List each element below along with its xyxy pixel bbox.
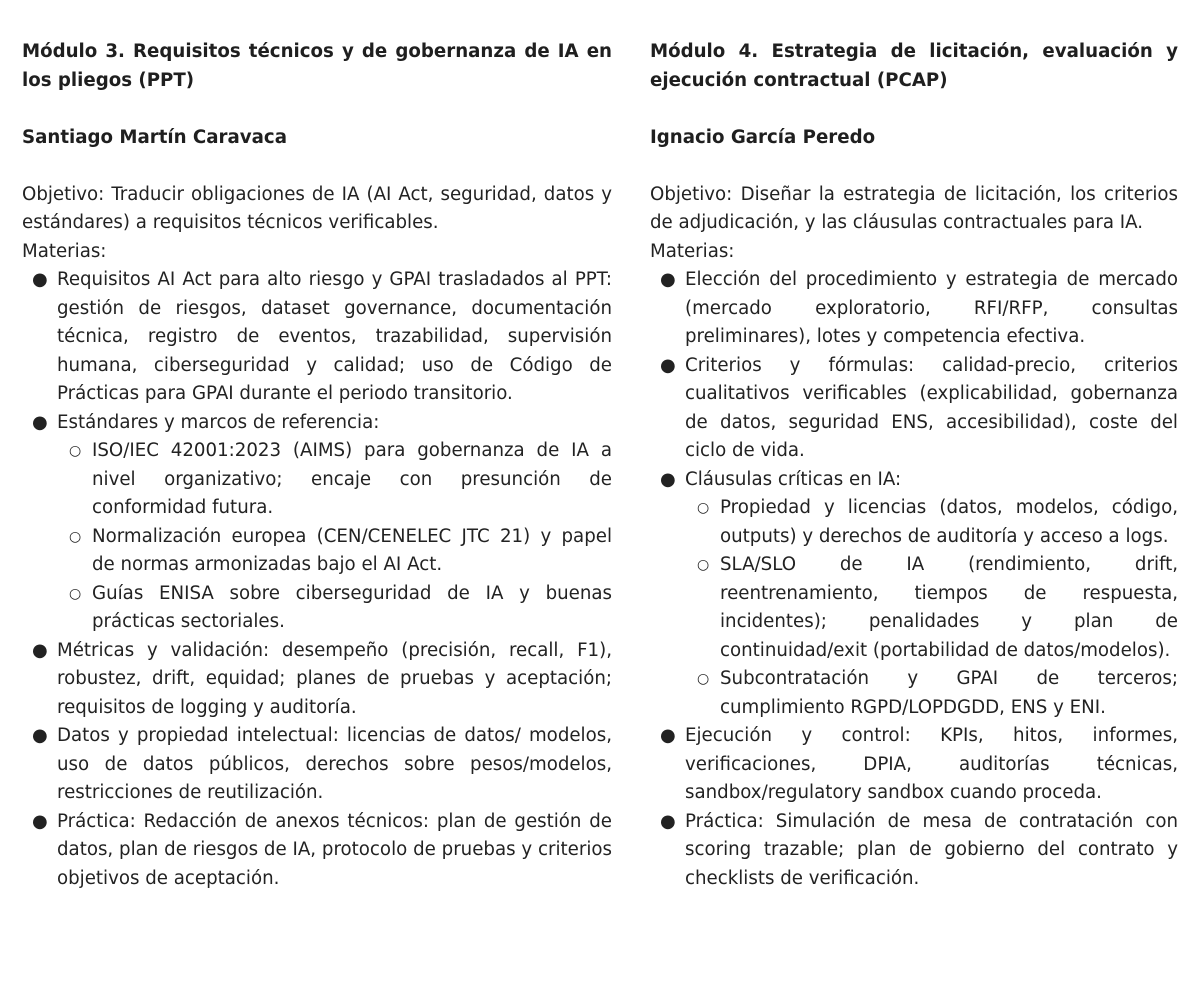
bullet-dot-icon: ● [32, 639, 48, 661]
list-item-text: Criterios y fórmulas: calidad-precio, criterios cualitativos verificables (explicabilidad, gobernanza de datos, seguridad ENS, accesibilidad), coste del ciclo de vida. [685, 354, 1178, 461]
bullet-circle-icon: ○ [697, 671, 710, 687]
bullet-dot-icon: ● [32, 411, 48, 433]
bullet-dot-icon: ● [660, 269, 676, 290]
sub-list-item [697, 665, 1178, 722]
bullet-circle-icon: ○ [69, 528, 82, 545]
bullet-dot-icon: ● [660, 354, 676, 376]
module-3-author: Santiago Martín Caravaca [22, 126, 287, 148]
bullet-dot-icon: ● [32, 725, 48, 746]
sub-list-item [69, 580, 612, 637]
module-4-author: Ignacio García Peredo [650, 126, 876, 148]
list-item-text: Métricas y validación: desempeño (precisión, recall, F1), robustez, drift, equidad; planes de pruebas y aceptación; requisitos de logging y auditoría. [57, 639, 612, 718]
module-3-subject-list [22, 266, 612, 893]
module-4-subjects-label: Materias: [650, 240, 735, 262]
module-4-column [650, 38, 1178, 893]
list-item-text: Cláusulas críticas en IA: [685, 468, 902, 490]
bullet-circle-icon: ○ [697, 500, 710, 516]
sub-list-item-text: Guías ENISA sobre ciberseguridad de IA y buenas prácticas sectoriales. [92, 582, 612, 632]
list-item [32, 266, 612, 409]
sub-list-item-text: SLA/SLO de IA (rendimiento, drift, reentrenamiento, tiempos de respuesta, incidentes); penalidades y plan de continuidad/exit (portabilidad de datos/modelos). [720, 554, 1178, 661]
list-item-text: Elección del procedimiento y estrategia de mercado (mercado exploratorio, RFI/RFP, consultas preliminares), lotes y competencia efectiva. [685, 269, 1178, 347]
list-item [660, 266, 1178, 352]
module-3-column [22, 38, 612, 893]
sub-list-item-text: Propiedad y licencias (datos, modelos, código, outputs) y derechos de auditoría y acceso a logs. [720, 497, 1178, 547]
list-item-text: Práctica: Simulación de mesa de contratación con scoring trazable; plan de gobierno del contrato y checklists de verificación. [685, 810, 1178, 889]
sub-list-item-text: ISO/IEC 42001:2023 (AIMS) para gobernanza de IA a nivel organizativo; encaje con presunción de conformidad futura. [92, 440, 612, 518]
module-4-objective: Objetivo: Diseñar la estrategia de licitación, los criterios de adjudicación, y las cláusulas contractuales para IA. [650, 183, 1178, 233]
list-item [32, 637, 612, 723]
bullet-dot-icon: ● [32, 810, 48, 832]
bullet-dot-icon: ● [660, 725, 676, 746]
module-4-subject-list [650, 266, 1178, 893]
bullet-dot-icon: ● [660, 810, 676, 832]
module-3-objective: Objetivo: Traducir obligaciones de IA (AI Act, seguridad, datos y estándares) a requisitos técnicos verificables. [22, 183, 612, 233]
list-item-text: Datos y propiedad intelectual: licencias de datos/ modelos, uso de datos públicos, derechos sobre pesos/modelos, restricciones de reutilización. [57, 725, 612, 803]
bullet-dot-icon: ● [32, 269, 48, 290]
list-item [32, 409, 612, 637]
list-item-text: Estándares y marcos de referencia: [57, 411, 380, 433]
bullet-dot-icon: ● [660, 468, 676, 490]
sub-list-item-text: Subcontratación y GPAI de terceros; cumplimiento RGPD/LOPDGDD, ENS y ENI. [720, 668, 1178, 718]
bullet-circle-icon: ○ [697, 557, 710, 573]
sub-list-item-text: Normalización europea (CEN/CENELEC JTC 21) y papel de normas armonizadas bajo el AI Act. [92, 525, 612, 575]
list-item-text: Ejecución y control: KPIs, hitos, informes, verificaciones, DPIA, auditorías técnicas, sandbox/regulatory sandbox cuando proceda. [685, 725, 1178, 803]
module-3-title: Módulo 3. Requisitos técnicos y de gobernanza de IA en los pliegos (PPT) [22, 41, 612, 91]
sub-list [685, 494, 1178, 722]
list-item [32, 722, 612, 808]
bullet-circle-icon: ○ [69, 443, 82, 459]
module-3-subjects-label: Materias: [22, 240, 107, 262]
sub-list-item [69, 523, 612, 580]
list-item [660, 352, 1178, 466]
list-item [660, 808, 1178, 894]
list-item [660, 466, 1178, 723]
sub-list-item [697, 551, 1178, 665]
list-item [32, 808, 612, 894]
sub-list-item [69, 437, 612, 523]
sub-list-item [697, 494, 1178, 551]
list-item-text: Práctica: Redacción de anexos técnicos: plan de gestión de datos, plan de riesgos de IA, protocolo de pruebas y criterios objetivos de aceptación. [57, 810, 612, 889]
sub-list [57, 437, 612, 637]
bullet-circle-icon: ○ [69, 585, 82, 602]
list-item [660, 722, 1178, 808]
module-4-title: Módulo 4. Estrategia de licitación, evaluación y ejecución contractual (PCAP) [650, 41, 1178, 91]
list-item-text: Requisitos AI Act para alto riesgo y GPAI trasladados al PPT: gestión de riesgos, dataset governance, documentación técnica, registro de eventos, trazabilidad, supervisión humana, ciberseguridad y calidad; uso de Código de Prácticas para GPAI durante el periodo transitorio. [57, 269, 612, 404]
